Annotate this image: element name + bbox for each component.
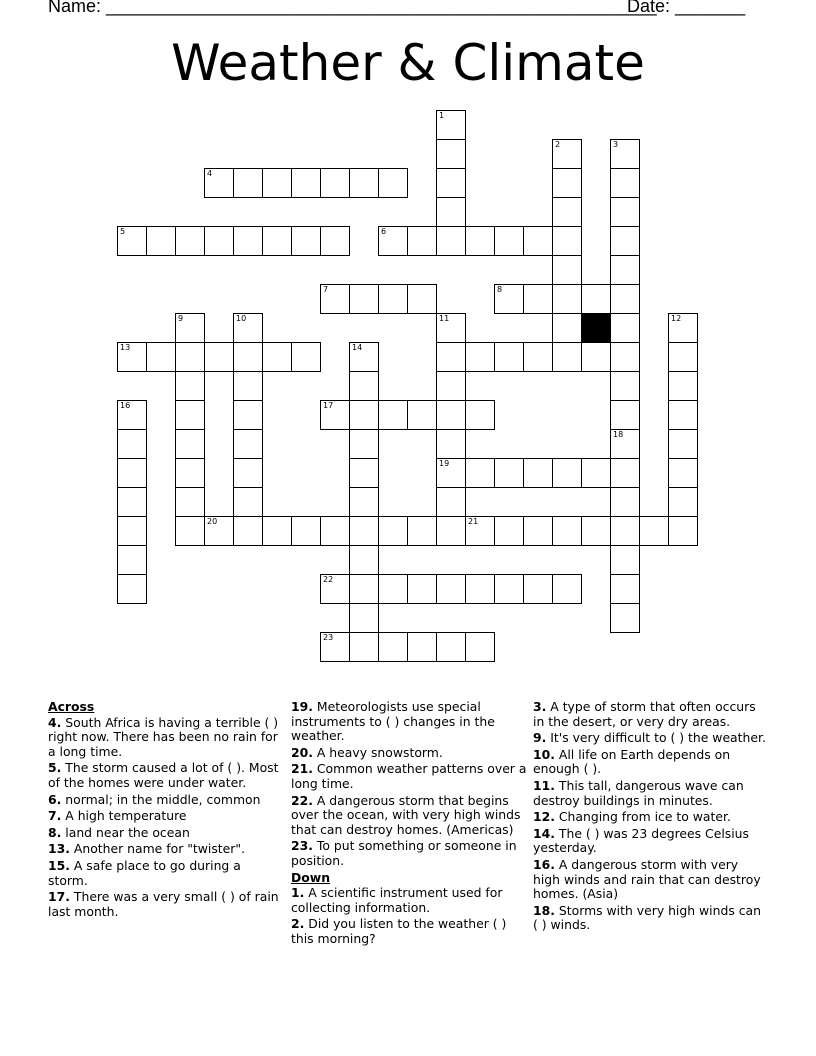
grid-cell[interactable] xyxy=(610,487,640,517)
grid-cell[interactable] xyxy=(407,400,437,430)
black-cell xyxy=(581,313,611,343)
down-clue xyxy=(533,858,769,902)
across-clue xyxy=(291,746,527,761)
grid-cell[interactable] xyxy=(610,226,640,256)
clue-number: 22 xyxy=(323,575,334,584)
down-clue xyxy=(291,917,527,946)
clue-text: South Africa is having a terrible ( ) right now. There has been no rain for a long time. xyxy=(48,714,279,759)
grid-cell[interactable] xyxy=(436,342,466,372)
grid-cell[interactable] xyxy=(552,342,582,372)
grid-cell[interactable] xyxy=(523,284,553,314)
grid-cell[interactable] xyxy=(581,284,611,314)
clue-number: 23. xyxy=(291,838,313,854)
down-clue xyxy=(533,827,769,856)
grid-cell[interactable] xyxy=(349,632,379,662)
grid-cell[interactable] xyxy=(117,516,147,546)
grid-cell[interactable] xyxy=(436,139,466,169)
grid-cell[interactable] xyxy=(378,226,408,256)
clues-column-2 xyxy=(291,700,527,949)
clue-text: A safe place to go during a storm. xyxy=(48,857,241,888)
clue-text: All life on Earth depends on enough ( ). xyxy=(533,746,731,777)
grid-cell[interactable] xyxy=(117,342,147,372)
grid-cell[interactable] xyxy=(175,487,205,517)
grid-cell[interactable] xyxy=(436,313,466,343)
clue-text: To put something or someone in position. xyxy=(291,838,517,868)
clue-number: 17. xyxy=(48,889,70,905)
grid-cell[interactable] xyxy=(407,284,437,314)
clue-number: 2. xyxy=(291,916,305,932)
clue-text: The storm caused a lot of ( ). Most of the homes were under water. xyxy=(48,760,279,790)
grid-cell[interactable] xyxy=(436,487,466,517)
grid-cell[interactable] xyxy=(668,487,698,517)
grid-cell[interactable] xyxy=(349,168,379,198)
grid-cell[interactable] xyxy=(262,168,292,198)
grid-cell[interactable] xyxy=(349,429,379,459)
grid-cell[interactable] xyxy=(552,458,582,488)
grid-cell[interactable] xyxy=(523,574,553,604)
grid-cell[interactable] xyxy=(610,429,640,459)
clue-text: Common weather patterns over a long time. xyxy=(291,761,527,791)
across-clue xyxy=(291,794,527,838)
clue-number: 14. xyxy=(533,825,555,841)
across-clue xyxy=(48,859,284,888)
clue-number: 6 xyxy=(381,227,387,236)
grid-cell[interactable] xyxy=(465,342,495,372)
grid-cell[interactable] xyxy=(117,400,147,430)
grid-cell[interactable] xyxy=(349,284,379,314)
clue-number: 4. xyxy=(48,714,62,730)
grid-cell[interactable] xyxy=(349,371,379,401)
grid-cell[interactable] xyxy=(233,458,263,488)
clue-number: 11 xyxy=(439,314,450,323)
clue-number: 20. xyxy=(291,744,313,760)
grid-cell[interactable] xyxy=(581,458,611,488)
clue-text: Changing from ice to water. xyxy=(554,809,731,825)
clue-number: 19 xyxy=(439,459,450,468)
grid-cell[interactable] xyxy=(117,545,147,575)
clue-number: 23 xyxy=(323,633,334,642)
grid-cell[interactable] xyxy=(668,516,698,546)
grid-cell[interactable] xyxy=(378,400,408,430)
clue-text: Did you listen to the weather ( ) this morning? xyxy=(291,916,507,946)
grid-cell[interactable] xyxy=(523,342,553,372)
grid-cell[interactable] xyxy=(436,400,466,430)
grid-cell[interactable] xyxy=(668,313,698,343)
clue-text: It's very difficult to ( ) the weather. xyxy=(546,730,766,746)
clue-number: 6. xyxy=(48,791,62,807)
grid-cell[interactable] xyxy=(175,458,205,488)
clue-number: 4 xyxy=(207,169,213,178)
grid-cell[interactable] xyxy=(378,632,408,662)
grid-cell[interactable] xyxy=(204,226,234,256)
grid-cell[interactable] xyxy=(552,574,582,604)
grid-cell[interactable] xyxy=(233,168,263,198)
grid-cell[interactable] xyxy=(378,516,408,546)
clue-number: 16 xyxy=(120,401,131,410)
grid-cell[interactable] xyxy=(552,516,582,546)
grid-cell[interactable] xyxy=(320,632,350,662)
grid-cell[interactable] xyxy=(436,226,466,256)
grid-cell[interactable] xyxy=(436,458,466,488)
grid-cell[interactable] xyxy=(610,139,640,169)
grid-cell[interactable] xyxy=(175,516,205,546)
grid-cell[interactable] xyxy=(233,429,263,459)
grid-cell[interactable] xyxy=(175,342,205,372)
down-clue xyxy=(291,886,527,915)
grid-cell[interactable] xyxy=(117,429,147,459)
grid-cell[interactable] xyxy=(320,226,350,256)
grid-cell[interactable] xyxy=(465,574,495,604)
grid-cell[interactable] xyxy=(494,342,524,372)
clue-number: 13 xyxy=(120,343,131,352)
clue-number: 5 xyxy=(120,227,126,236)
clue-number: 3 xyxy=(613,140,619,149)
clue-number: 3. xyxy=(533,699,547,714)
grid-cell[interactable] xyxy=(610,168,640,198)
grid-cell[interactable] xyxy=(552,284,582,314)
grid-cell[interactable] xyxy=(349,458,379,488)
grid-cell[interactable] xyxy=(494,516,524,546)
grid-cell[interactable] xyxy=(436,168,466,198)
page-title: Weather & Climate xyxy=(171,34,645,92)
grid-cell[interactable] xyxy=(610,400,640,430)
grid-cell[interactable] xyxy=(668,371,698,401)
grid-cell[interactable] xyxy=(349,574,379,604)
grid-cell[interactable] xyxy=(233,400,263,430)
grid-cell[interactable] xyxy=(465,226,495,256)
grid-cell[interactable] xyxy=(233,487,263,517)
grid-cell[interactable] xyxy=(668,429,698,459)
clue-number: 5. xyxy=(48,760,62,776)
clue-number: 19. xyxy=(291,699,313,714)
clue-text: A heavy snowstorm. xyxy=(312,744,443,760)
grid-cell[interactable] xyxy=(465,400,495,430)
down-clue xyxy=(533,731,769,746)
grid-cell[interactable] xyxy=(117,458,147,488)
grid-cell[interactable] xyxy=(233,342,263,372)
across-clue xyxy=(291,700,527,744)
across-clue xyxy=(48,842,284,857)
clue-number: 7 xyxy=(323,285,329,294)
grid-cell[interactable] xyxy=(494,458,524,488)
grid-cell[interactable] xyxy=(175,429,205,459)
clue-number: 20 xyxy=(207,517,218,526)
clue-text: A dangerous storm with very high winds and rain that can destroy homes. (Asia) xyxy=(533,856,761,902)
clue-number: 1 xyxy=(439,111,445,120)
grid-cell[interactable] xyxy=(320,284,350,314)
grid-cell[interactable] xyxy=(610,255,640,285)
across-clue xyxy=(291,762,527,791)
grid-cell[interactable] xyxy=(465,516,495,546)
grid-cell[interactable] xyxy=(436,110,466,140)
across-clue xyxy=(48,890,284,919)
grid-cell[interactable] xyxy=(436,516,466,546)
grid-cell[interactable] xyxy=(407,226,437,256)
grid-cell[interactable] xyxy=(552,313,582,343)
grid-cell[interactable] xyxy=(233,516,263,546)
clue-text: Storms with very high winds can ( ) winds. xyxy=(533,902,761,933)
across-clue-list xyxy=(48,716,284,920)
grid-cell[interactable] xyxy=(146,226,176,256)
clue-number: 12. xyxy=(533,809,555,825)
clue-number: 18 xyxy=(613,430,624,439)
clue-text: A type of storm that often occurs in the desert, or very dry areas. xyxy=(533,699,756,729)
grid-cell[interactable] xyxy=(407,574,437,604)
grid-cell[interactable] xyxy=(320,516,350,546)
grid-cell[interactable] xyxy=(494,574,524,604)
down-clue-list xyxy=(291,886,527,946)
grid-cell[interactable] xyxy=(610,603,640,633)
grid-cell[interactable] xyxy=(291,168,321,198)
clue-number: 10. xyxy=(533,746,555,762)
grid-cell[interactable] xyxy=(494,284,524,314)
grid-cell[interactable] xyxy=(378,284,408,314)
grid-cell[interactable] xyxy=(552,168,582,198)
clue-number: 8 xyxy=(497,285,503,294)
grid-cell[interactable] xyxy=(552,226,582,256)
clue-number: 12 xyxy=(671,314,682,323)
grid-cell[interactable] xyxy=(610,284,640,314)
grid-cell[interactable] xyxy=(233,226,263,256)
grid-cell[interactable] xyxy=(175,313,205,343)
across-clue xyxy=(291,839,527,868)
clue-number: 9. xyxy=(533,730,547,746)
clues-column-3 xyxy=(533,700,769,935)
grid-cell[interactable] xyxy=(523,516,553,546)
grid-cell[interactable] xyxy=(117,574,147,604)
clue-text: A high temperature xyxy=(61,808,187,824)
across-clue xyxy=(48,761,284,790)
clue-number: 14 xyxy=(352,343,363,352)
date-field[interactable]: Date: _______ xyxy=(627,0,746,16)
clue-text: normal; in the middle, common xyxy=(61,791,261,807)
grid-cell[interactable] xyxy=(117,226,147,256)
down-clue xyxy=(533,779,769,808)
clue-number: 7. xyxy=(48,808,62,824)
grid-cell[interactable] xyxy=(610,197,640,227)
grid-cell[interactable] xyxy=(349,603,379,633)
grid-cell[interactable] xyxy=(291,342,321,372)
grid-cell[interactable] xyxy=(262,226,292,256)
clue-number: 16. xyxy=(533,856,555,872)
across-clue xyxy=(48,809,284,824)
grid-cell[interactable] xyxy=(436,632,466,662)
grid-cell[interactable] xyxy=(436,574,466,604)
grid-cell[interactable] xyxy=(291,226,321,256)
across-clue xyxy=(48,793,284,808)
clue-number: 18. xyxy=(533,902,555,918)
clue-number: 13. xyxy=(48,841,70,857)
grid-cell[interactable] xyxy=(204,516,234,546)
grid-cell[interactable] xyxy=(349,545,379,575)
grid-cell[interactable] xyxy=(349,342,379,372)
grid-cell[interactable] xyxy=(639,516,669,546)
clue-text: A scientific instrument used for collecting information. xyxy=(291,885,503,915)
grid-cell[interactable] xyxy=(291,516,321,546)
clue-number: 9 xyxy=(178,314,184,323)
name-field[interactable]: Name: _______________________________________________________ xyxy=(48,0,657,16)
across-heading: Across xyxy=(48,699,95,714)
grid-cell[interactable] xyxy=(407,516,437,546)
grid-cell[interactable] xyxy=(204,168,234,198)
grid-cell[interactable] xyxy=(436,429,466,459)
grid-cell[interactable] xyxy=(175,400,205,430)
across-clue xyxy=(48,826,284,841)
grid-cell[interactable] xyxy=(378,168,408,198)
grid-cell[interactable] xyxy=(320,574,350,604)
grid-cell[interactable] xyxy=(494,226,524,256)
grid-cell[interactable] xyxy=(552,139,582,169)
down-heading: Down xyxy=(291,869,331,885)
clue-number: 10 xyxy=(236,314,247,323)
grid-cell[interactable] xyxy=(320,168,350,198)
clue-number: 8. xyxy=(48,824,62,840)
clue-number: 2 xyxy=(555,140,561,149)
grid-cell[interactable] xyxy=(233,371,263,401)
grid-cell[interactable] xyxy=(668,342,698,372)
down-clue xyxy=(533,904,769,933)
grid-cell[interactable] xyxy=(552,197,582,227)
grid-cell[interactable] xyxy=(581,342,611,372)
grid-cell[interactable] xyxy=(668,458,698,488)
down-clue xyxy=(533,810,769,825)
clue-text: Another name for "twister". xyxy=(69,841,246,857)
grid-cell[interactable] xyxy=(146,342,176,372)
down-clue-list-continued xyxy=(533,700,769,933)
grid-cell[interactable] xyxy=(610,516,640,546)
clue-text: land near the ocean xyxy=(61,824,190,840)
grid-cell[interactable] xyxy=(349,400,379,430)
grid-cell[interactable] xyxy=(610,545,640,575)
grid-cell[interactable] xyxy=(581,516,611,546)
grid-cell[interactable] xyxy=(175,371,205,401)
grid-cell[interactable] xyxy=(349,487,379,517)
grid-cell[interactable] xyxy=(233,313,263,343)
grid-cell[interactable] xyxy=(552,255,582,285)
clue-text: This tall, dangerous wave can destroy buildings in minutes. xyxy=(533,777,744,808)
grid-cell[interactable] xyxy=(407,632,437,662)
grid-cell[interactable] xyxy=(378,574,408,604)
grid-cell[interactable] xyxy=(262,516,292,546)
grid-cell[interactable] xyxy=(175,226,205,256)
grid-cell[interactable] xyxy=(523,226,553,256)
grid-cell[interactable] xyxy=(465,632,495,662)
grid-cell[interactable] xyxy=(610,574,640,604)
grid-cell[interactable] xyxy=(436,371,466,401)
grid-cell[interactable] xyxy=(320,400,350,430)
across-clue-list-continued xyxy=(291,700,527,869)
grid-cell[interactable] xyxy=(610,371,640,401)
across-clue xyxy=(48,716,284,760)
clues-column-1 xyxy=(48,700,284,921)
clue-text: Meteorologists use special instruments to ( ) changes in the weather. xyxy=(291,699,495,744)
grid-cell[interactable] xyxy=(523,458,553,488)
clue-number: 17 xyxy=(323,401,334,410)
grid-cell[interactable] xyxy=(668,400,698,430)
clue-number: 21 xyxy=(468,517,479,526)
down-clue xyxy=(533,700,769,729)
grid-cell[interactable] xyxy=(349,516,379,546)
clue-number: 11. xyxy=(533,777,555,793)
clue-text: The ( ) was 23 degrees Celsius yesterday. xyxy=(533,825,749,856)
clue-text: There was a very small ( ) of rain last month. xyxy=(48,889,279,919)
clue-number: 15. xyxy=(48,857,70,873)
grid-cell[interactable] xyxy=(117,487,147,517)
grid-cell[interactable] xyxy=(610,458,640,488)
grid-cell[interactable] xyxy=(204,342,234,372)
down-clue xyxy=(533,748,769,777)
grid-cell[interactable] xyxy=(262,342,292,372)
grid-cell[interactable] xyxy=(610,313,640,343)
grid-cell[interactable] xyxy=(610,342,640,372)
grid-cell[interactable] xyxy=(436,197,466,227)
clue-number: 1. xyxy=(291,885,305,901)
clue-text: A dangerous storm that begins over the ocean, with very high winds that can destroy homes. (Americas) xyxy=(291,792,521,837)
clue-number: 22. xyxy=(291,792,313,808)
clue-number: 21. xyxy=(291,761,313,777)
grid-cell[interactable] xyxy=(465,458,495,488)
